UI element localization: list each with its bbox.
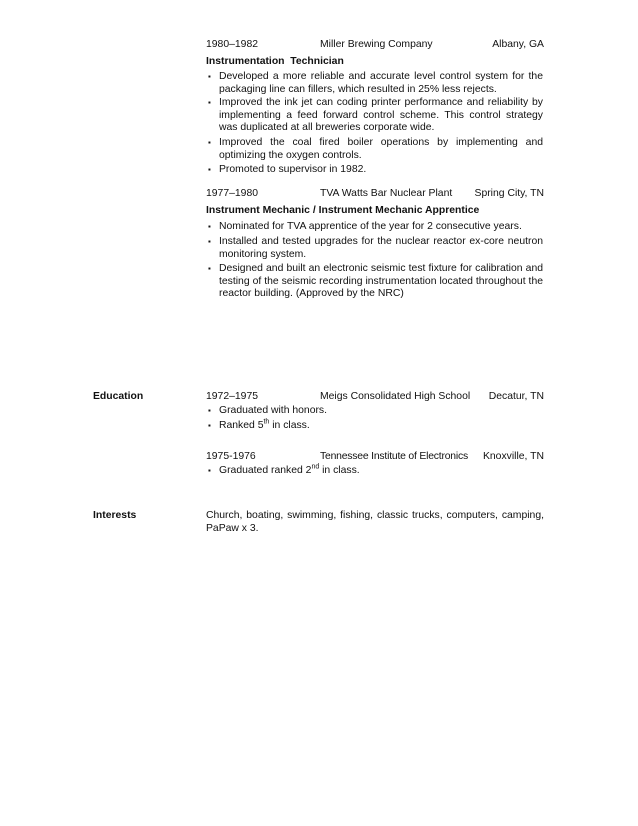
bullet-icon: ▪: [208, 406, 211, 415]
bullet-icon: ▪: [208, 264, 211, 273]
job-dates: 1980–1982: [206, 39, 259, 50]
job-header-row: [206, 38, 544, 52]
job-header-row: [206, 187, 544, 201]
bullet-text: Graduated with honors.: [219, 405, 328, 416]
education-location: Decatur, TN: [488, 391, 544, 402]
bullet-text: Developed a more reliable and accurate level control system for the packaging line can fillers, which resulted in 25% less rejects.: [219, 71, 543, 95]
bullet-icon: ▪: [208, 72, 211, 81]
job-location: Albany, GA: [492, 39, 544, 50]
section-heading-interests: Interests: [93, 510, 137, 521]
job-dates: 1977–1980: [206, 188, 259, 199]
job-title: Instrument Mechanic / Instrument Mechanic Apprentice: [206, 205, 480, 216]
bullet-text: Improved the ink jet can coding printer performance and reliability by implementing a feed forward control scheme. This control strategy was duplicated at all breweries corporate wide.: [219, 97, 543, 134]
education-location: Knoxville, TN: [482, 451, 544, 462]
job-company: Miller Brewing Company: [320, 39, 433, 50]
bullet-icon: ▪: [208, 138, 211, 147]
bullet-text: Installed and tested upgrades for the nuclear reactor ex-core neutron monitoring system.: [219, 236, 543, 260]
bullet-text: Ranked 5th in class.: [219, 418, 310, 431]
bullet-icon: ▪: [208, 466, 211, 475]
bullet-icon: ▪: [208, 165, 211, 174]
bullet-icon: ▪: [208, 98, 211, 107]
education-header-row: [206, 390, 544, 404]
bullet-text: Improved the coal fired boiler operations by implementing and optimizing the oxygen controls.: [219, 137, 543, 161]
job-company: TVA Watts Bar Nuclear Plant: [320, 188, 453, 199]
bullet-text: Graduated ranked 2nd in class.: [219, 463, 360, 476]
bullet-text: Designed and built an electronic seismic test fixture for calibration and testing of the seismic recording instrumentation located throughout the reactor building. (Approved by the NRC): [219, 263, 543, 300]
bullet-icon: ▪: [208, 421, 211, 430]
job-location: Spring City, TN: [474, 188, 544, 199]
education-dates: 1972–1975: [206, 391, 259, 402]
bullet-icon: ▪: [208, 222, 211, 231]
job-title: Instrumentation Technician: [206, 56, 344, 67]
bullet-text: Promoted to supervisor in 1982.: [219, 164, 367, 175]
interests-text: Church, boating, swimming, fishing, classic trucks, computers, camping, PaPaw x 3.: [206, 510, 544, 534]
education-school: Meigs Consolidated High School: [320, 391, 471, 402]
education-school: Tennessee Institute of Electronics: [320, 451, 468, 462]
education-dates: 1975-1976: [206, 451, 256, 462]
bullet-icon: ▪: [208, 237, 211, 246]
bullet-text: Nominated for TVA apprentice of the year for 2 consecutive years.: [219, 221, 522, 232]
education-header-row: [206, 450, 544, 464]
section-heading-education: Education: [93, 391, 144, 402]
